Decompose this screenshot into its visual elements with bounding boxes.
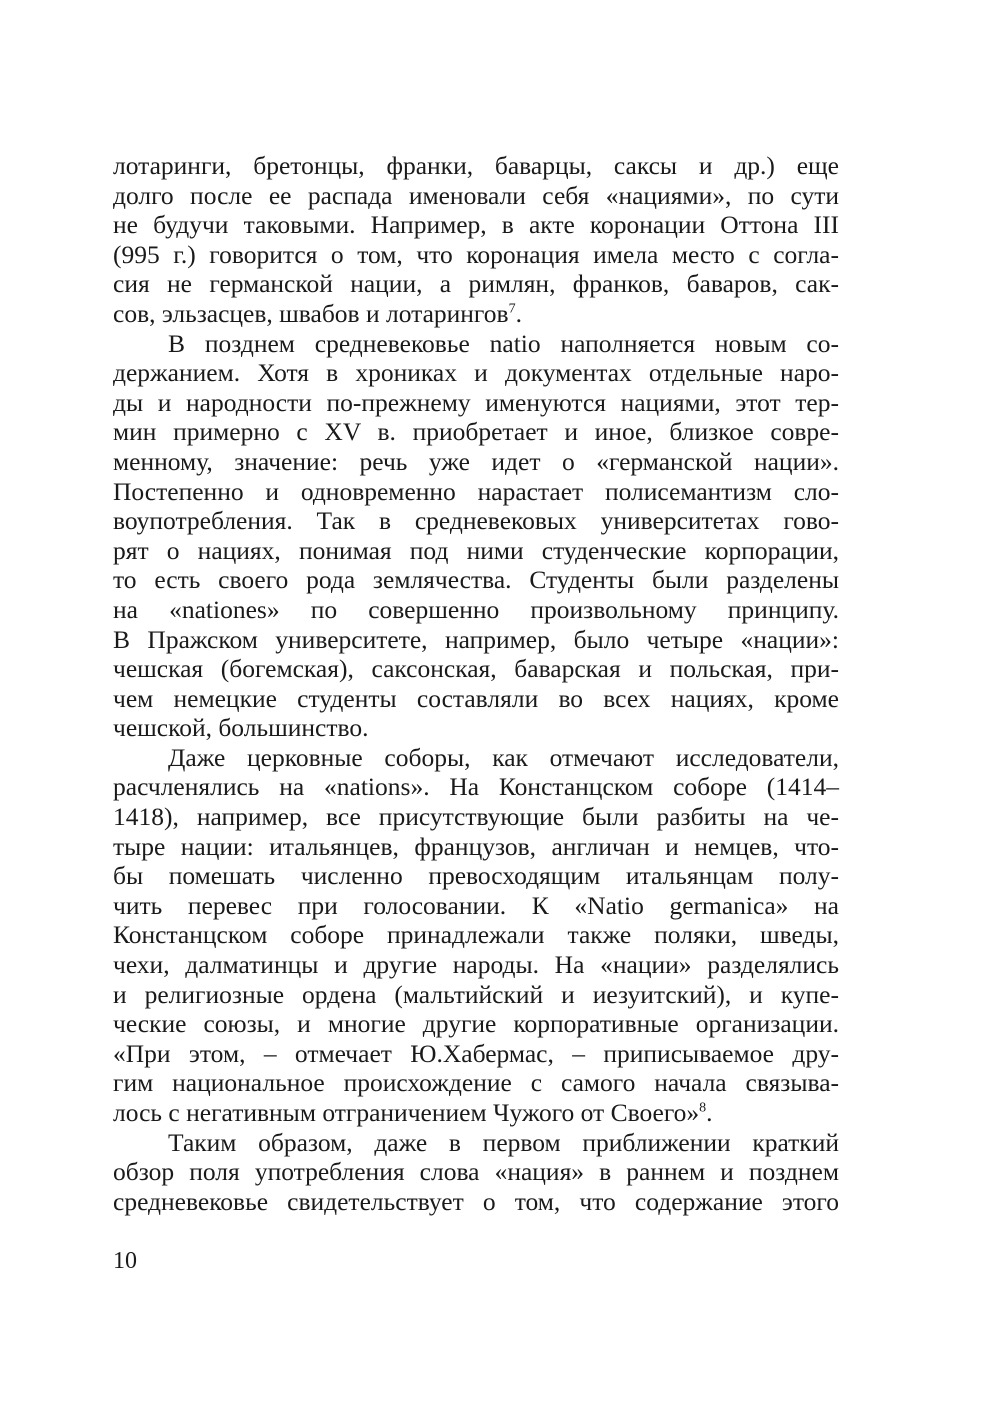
paragraph: [113, 743, 839, 1128]
page-number: 10: [113, 1248, 137, 1274]
text-line: [113, 447, 839, 477]
line-text: бы помешать численно превосходящим итальянцам полу-: [113, 861, 839, 891]
line-text: ды и народности по-прежнему именуются нациями, этот тер-: [113, 387, 839, 417]
text-line: [113, 802, 839, 832]
line-text: расчленялись на «nations». На Констанцском соборе (1414–: [113, 772, 839, 802]
text-line: [113, 1009, 839, 1039]
text-line: [113, 654, 839, 684]
footnote-marker: 8: [699, 1100, 707, 1116]
text-line: [113, 595, 839, 625]
line-text: В позднем средневековье natio наполняется новым со-: [168, 328, 839, 358]
paragraph: [113, 151, 839, 329]
text-line: [113, 861, 839, 891]
text-line: [113, 920, 839, 950]
line-text: держанием. Хотя в хрониках и документах отдельные наро-: [113, 358, 839, 388]
text-line: [113, 151, 839, 181]
text-line: [113, 269, 839, 299]
text-line: [113, 181, 839, 211]
text-line: [113, 240, 839, 270]
line-text: тыре нации: итальянцев, французов, англичан и немцев, что-: [113, 831, 839, 861]
line-text: сов, эльзасцев, швабов и лотарингов: [113, 298, 509, 328]
line-text: Даже церковные соборы, как отмечают исследователи,: [168, 742, 839, 772]
text-line: [113, 565, 839, 595]
text-line: [113, 1098, 839, 1128]
footnote-marker: 7: [508, 301, 516, 317]
text-line: [113, 506, 839, 536]
paragraph: [113, 329, 839, 743]
text-line: [113, 1187, 839, 1217]
text-line: [113, 358, 839, 388]
paragraph: [113, 1128, 839, 1217]
text-line: [113, 417, 839, 447]
line-text: лотаринги, бретонцы, франки, баварцы, саксы и др.) еще: [113, 151, 839, 180]
line-text: воупотребления. Так в средневековых университетах гово-: [113, 506, 839, 536]
text-line: [113, 832, 839, 862]
line-text: мин примерно с XV в. приобретает и иное, близкое совре-: [113, 417, 839, 447]
text-line: [113, 210, 839, 240]
line-punctuation: .: [515, 298, 522, 328]
text-line: [113, 1039, 839, 1069]
text-line: [113, 684, 839, 714]
line-text: «При этом, – отмечает Ю.Хабермас, – приписываемое дру-: [113, 1038, 839, 1068]
line-text: Постепенно и одновременно нарастает полисемантизм сло-: [113, 476, 839, 506]
line-punctuation: .: [706, 1098, 713, 1127]
text-line: [113, 950, 839, 980]
line-text: Таким образом, даже в первом приближении краткий: [168, 1127, 839, 1157]
text-line: [113, 388, 839, 418]
line-text: на «nationes» по совершенно произвольному принципу.: [113, 594, 839, 624]
text-line: [113, 980, 839, 1010]
line-text: чить перевес при голосовании. К «Natio germanica» на: [113, 890, 839, 920]
text-line: [113, 713, 839, 743]
text-line: [113, 536, 839, 566]
line-text: рят о нациях, понимая под ними студенческие корпорации,: [113, 535, 839, 565]
text-line: [113, 299, 839, 329]
line-text: то есть своего рода землячества. Студенты были разделены: [113, 565, 839, 595]
line-text: В Пражском университете, например, было четыре «нации»:: [113, 624, 839, 654]
text-line: [113, 477, 839, 507]
line-text: ческие союзы, и многие другие корпоративные организации.: [113, 1009, 839, 1039]
text-line: [113, 743, 839, 773]
line-text: и религиозные ордена (мальтийский и иезуитский), и купе-: [113, 979, 839, 1009]
line-text: менному, значение: речь уже идет о «германской нации».: [113, 446, 839, 476]
line-text: гим национальное происхождение с самого начала связыва-: [113, 1068, 839, 1098]
text-line: [113, 772, 839, 802]
line-text: 1418), например, все присутствующие были разбиты на че-: [113, 802, 839, 832]
line-text: средневековье свидетельствует о том, что содержание этого: [113, 1186, 839, 1216]
text-line: [113, 1128, 839, 1158]
line-text: лось с негативным отграничением Чужого от Своего»: [113, 1098, 700, 1127]
line-text: не будучи таковыми. Например, в акте коронации Оттона III: [113, 210, 839, 240]
text-line: [113, 1068, 839, 1098]
text-line: [113, 1157, 839, 1187]
line-text: сия не германской нации, а римлян, франков, баваров, сак-: [113, 269, 839, 299]
line-text: (995 г.) говорится о том, что коронация имела место с согла-: [113, 239, 839, 269]
text-line: [113, 625, 839, 655]
line-text: обзор поля употребления слова «нация» в раннем и позднем: [113, 1157, 839, 1187]
line-text: чем немецкие студенты составляли во всех нациях, кроме: [113, 683, 839, 713]
line-text: чешской, большинство.: [113, 713, 369, 743]
line-text: чешская (богемская), саксонская, баварская и польская, при-: [113, 654, 839, 684]
text-line: [113, 329, 839, 359]
line-text: Констанцском соборе принадлежали также поляки, шведы,: [113, 920, 839, 950]
line-text: чехи, далматинцы и другие народы. На «нации» разделялись: [113, 950, 839, 980]
text-line: [113, 891, 839, 921]
line-text: долго после ее распада именовали себя «нациями», по сути: [113, 180, 839, 210]
body-text: [113, 151, 839, 1216]
